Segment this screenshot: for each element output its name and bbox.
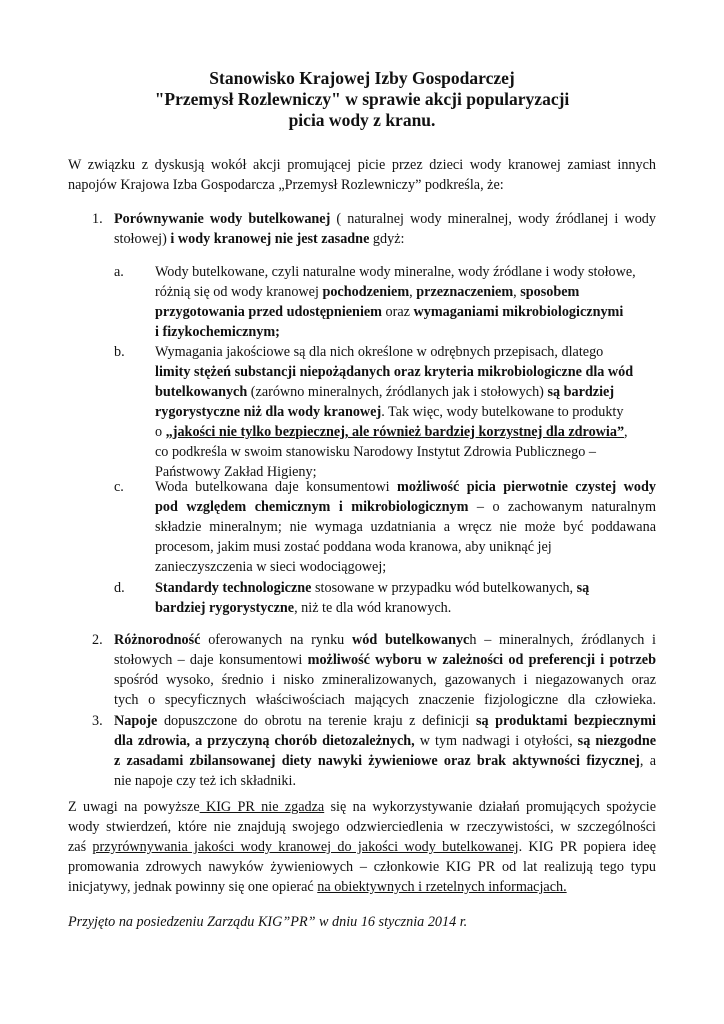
text-line: spośród wysoko, średnio i nisko zmineralizowanych, gazowanych i niegazowanych oraz [114, 672, 656, 688]
text-line: limity stężeń substancji niepożądanych oraz kryteria mikrobiologiczne dla wód [155, 364, 634, 380]
text-line: procesom, jakim musi zostać poddana woda kranowa, aby uniknąć jej [155, 539, 552, 555]
text-line: Standardy technologiczne stosowane w przypadku wód butelkowanych, są [155, 580, 590, 596]
sublist-letter: a. [114, 264, 124, 280]
text-line: Napoje dopuszczone do obrotu na terenie kraju z definicji są produktami bezpiecznymi [114, 713, 656, 729]
title-line: "Przemysł Rozlewniczy" w sprawie akcji popularyzacji [154, 89, 570, 109]
text-line: stołowej) i wody kranowej nie jest zasadne gdyż: [114, 231, 405, 247]
sublist-item-a [155, 262, 656, 342]
list-item-3 [114, 711, 656, 791]
text-line: promowania zdrowych nawyków żywieniowych – członkowie KIG PR od lat realizują tego typu [68, 859, 656, 875]
text-line: przygotowania przed udostępnieniem oraz wymaganiami mikrobiologicznymi [155, 304, 624, 320]
title-line: Stanowisko Krajowej Izby Gospodarczej [209, 68, 515, 88]
title-line: picia wody z kranu. [288, 110, 436, 130]
text-line: Porównywanie wody butelkowanej ( naturalnej wody mineralnej, wody źródlanej i wody [114, 211, 656, 227]
text-line: i fizykochemicznym; [155, 324, 280, 340]
text-line: nie napoje czy też ich składniki. [114, 773, 297, 789]
text-line: zaś przyrównywania jakości wody kranowej do jakości wody butelkowanej. KIG PR popiera ideę [68, 839, 656, 855]
text-line: pod względem chemicznym i mikrobiologicznym – o zachowanym naturalnym [155, 499, 656, 515]
text-line: tych o specyficznych właściwościach mających znaczenie fizjologiczne dla człowieka. [114, 692, 656, 708]
text-line: bardziej rygorystyczne, niż te dla wód kranowych. [155, 600, 452, 616]
text-line: Woda butelkowana daje konsumentowi możliwość picia pierwotnie czystej wody [155, 479, 656, 495]
text-line: o „jakości nie tylko bezpiecznej, ale również bardziej korzystnej dla zdrowia”, [155, 424, 628, 440]
text-line: napojów Krajowa Izba Gospodarcza „Przemysł Rozlewniczy” podkreśla, że: [68, 177, 504, 193]
text-line: Wody butelkowane, czyli naturalne wody mineralne, wody źródlane i wody stołowe, [155, 264, 636, 280]
text-line: różnią się od wody kranowej pochodzeniem, przeznaczeniem, sposobem [155, 284, 580, 300]
text-line: Wymagania jakościowe są dla nich określone w odrębnych przepisach, dlatego [155, 344, 604, 360]
text-line: Państwowy Zakład Higieny; [155, 464, 317, 480]
sublist-letter: b. [114, 344, 125, 360]
document-title [0, 68, 724, 131]
list-item-2 [114, 630, 656, 710]
sublist-item-b [155, 342, 656, 482]
text-line: inicjatywy, jednak powinny się one opierać na obiektywnych i rzetelnych informacjach. [68, 879, 567, 895]
text-line: dla zdrowia, a przyczyną chorób dietozależnych, w tym nadwagi i otyłości, są niezgodne [114, 733, 657, 749]
text-line: butelkowanych (zarówno mineralnych, źródlanych jak i stołowych) są bardziej [155, 384, 615, 400]
adoption-note: Przyjęto na posiedzeniu Zarządu KIG”PR” w dniu 16 stycznia 2014 r. [68, 914, 468, 930]
conclusion-paragraph [68, 797, 656, 897]
text-line: z zasadami zbilansowanej diety nawyki żywieniowe oraz brak aktywności fizycznej, a [114, 753, 656, 769]
text-line: składzie mineralnym; nie wymaga uzdatniania a wręcz nie może być poddawana [155, 519, 656, 535]
list-number: 3. [92, 713, 103, 729]
sublist-letter: c. [114, 479, 124, 495]
list-number: 2. [92, 632, 103, 648]
sublist-item-c [155, 477, 656, 577]
text-line: zanieczyszczenia w sieci wodociągowej; [155, 559, 387, 575]
sublist-letter: d. [114, 580, 125, 596]
text-line: W związku z dyskusją wokół akcji promującej picie przez dzieci wody kranowej zamiast innych [68, 157, 656, 173]
text-line: wody stwierdzeń, które nie znajdują swojego odzwierciedlenia w rzeczywistości, w szczególności [68, 819, 656, 835]
intro-paragraph [68, 155, 656, 195]
text-line: Różnorodność oferowanych na rynku wód butelkowanych – mineralnych, źródlanych i [114, 632, 656, 648]
text-line: rygorystyczne niż dla wody kranowej. Tak więc, wody butelkowane to produkty [155, 404, 624, 420]
list-number: 1. [92, 211, 103, 227]
text-line: stołowych – daje konsumentowi możliwość wyboru w zależności od preferencji i potrzeb [114, 652, 656, 668]
text-line: Z uwagi na powyższe KIG PR nie zgadza się na wykorzystywanie działań promujących spożycie [68, 799, 657, 815]
sublist-item-d [155, 578, 656, 618]
text-line: co podkreśla w swoim stanowisku Narodowy Instytut Zdrowia Publicznego – [155, 444, 596, 460]
list-item-1 [114, 209, 656, 249]
